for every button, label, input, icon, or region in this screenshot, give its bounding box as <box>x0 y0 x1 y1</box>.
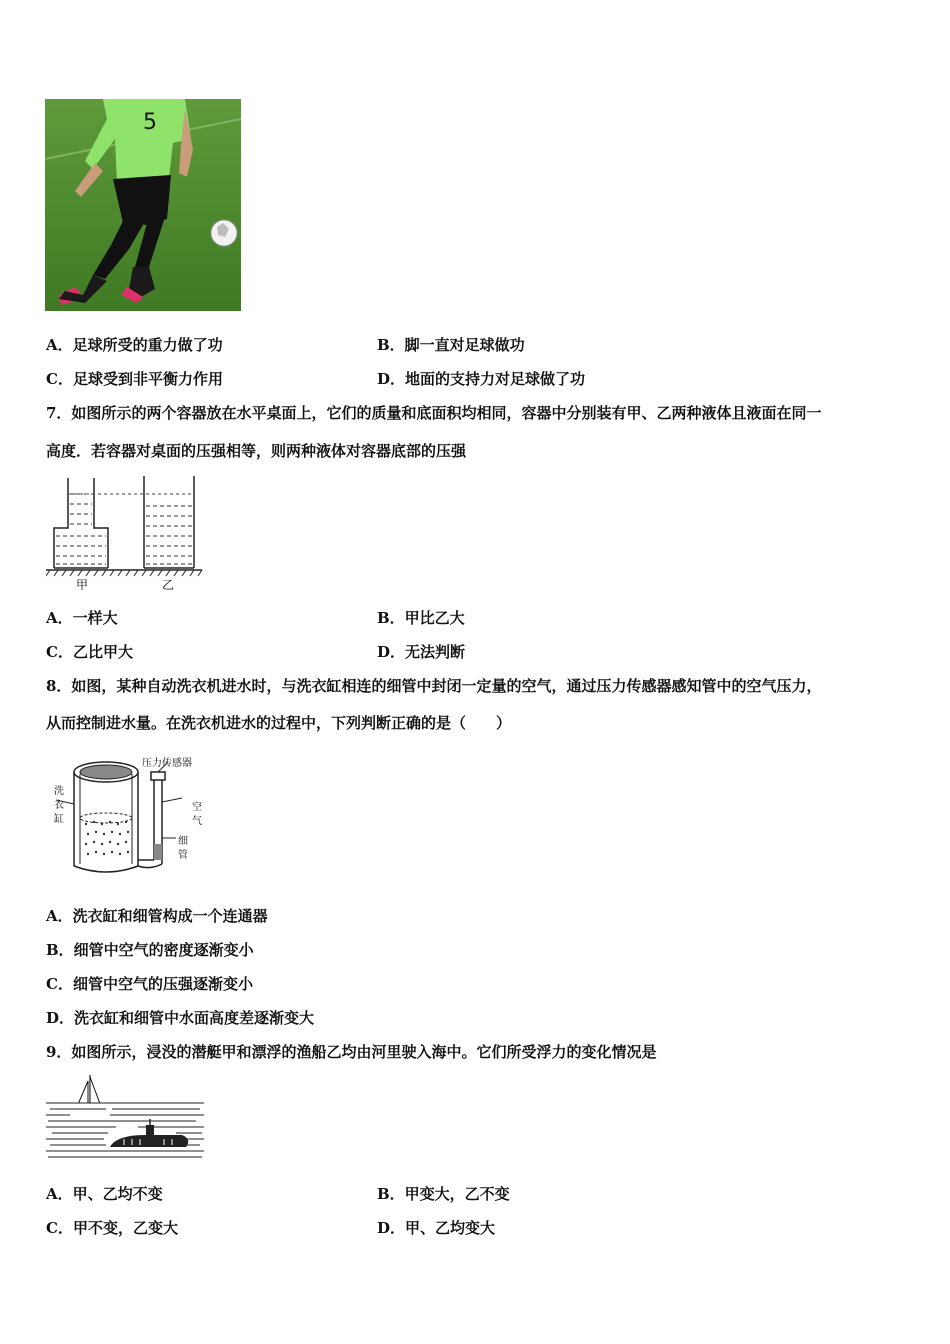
q9-option-a: A．甲、乙均不变 <box>46 1185 163 1203</box>
q8-label-air-1: 空 <box>192 802 202 813</box>
q9-option-c: C．甲不变，乙变大 <box>46 1219 178 1237</box>
q8-label-tub-1: 洗 <box>54 786 64 797</box>
q7-containers-figure <box>46 472 206 594</box>
q7-option-a: A．一样大 <box>46 609 118 627</box>
q8-option-a: A．洗衣缸和细管构成一个连通器 <box>46 907 268 925</box>
q7-stem-line1: 7．如图所示的两个容器放在水平桌面上，它们的质量和底面积均相同，容器中分别装有甲、乙两种液体且液面在同一 <box>46 404 822 422</box>
q8-stem-line2: 从而控制进水量。在洗衣机进水的过程中，下列判断正确的是（ ） <box>46 714 512 732</box>
q9-option-d: D．甲、乙均变大 <box>377 1219 496 1237</box>
q6-option-b: B．脚一直对足球做功 <box>377 336 525 354</box>
q8-label-tube-1: 细 <box>178 836 188 847</box>
q9-stem: 9．如图所示，浸没的潜艇甲和漂浮的渔船乙均由河里驶入海中。它们所受浮力的变化情况是 <box>46 1043 657 1061</box>
q9-option-b: B．甲变大，乙不变 <box>377 1185 510 1203</box>
q6-option-d: D．地面的支持力对足球做了功 <box>377 370 586 388</box>
q8-option-c: C．细管中空气的压强逐渐变小 <box>46 975 253 993</box>
q8-stem-line1: 8．如图，某种自动洗衣机进水时，与洗衣缸相连的细管中封闭一定量的空气，通过压力传感器感知管中的空气压力， <box>46 677 822 695</box>
q7-option-c: C．乙比甲大 <box>46 643 133 661</box>
q8-label-tub-2: 衣 <box>54 800 64 811</box>
q8-label-sensor: 压力传感器 <box>142 758 192 769</box>
q6-option-a: A．足球所受的重力做了功 <box>46 336 223 354</box>
q8-label-tube-2: 管 <box>178 850 188 861</box>
q6-option-c: C．足球受到非平衡力作用 <box>46 370 223 388</box>
q9-boat-submarine-figure <box>46 1073 206 1165</box>
q8-label-air-2: 气 <box>192 816 202 827</box>
q7-label-yi: 乙 <box>162 578 175 592</box>
q8-label-tub-3: 缸 <box>54 814 64 825</box>
q8-washing-machine-figure <box>50 752 212 886</box>
q7-option-b: B．甲比乙大 <box>377 609 465 627</box>
q7-label-jia: 甲 <box>76 578 89 592</box>
q7-stem-line2: 高度．若容器对桌面的压强相等，则两种液体对容器底部的压强 <box>46 442 467 460</box>
q8-option-d: D．洗衣缸和细管中水面高度差逐渐变大 <box>46 1009 315 1027</box>
soccer-photo <box>45 99 241 311</box>
q7-option-d: D．无法判断 <box>377 643 466 661</box>
q8-option-b: B．细管中空气的密度逐渐变小 <box>46 941 254 959</box>
svg-text:5: 5 <box>143 110 157 135</box>
